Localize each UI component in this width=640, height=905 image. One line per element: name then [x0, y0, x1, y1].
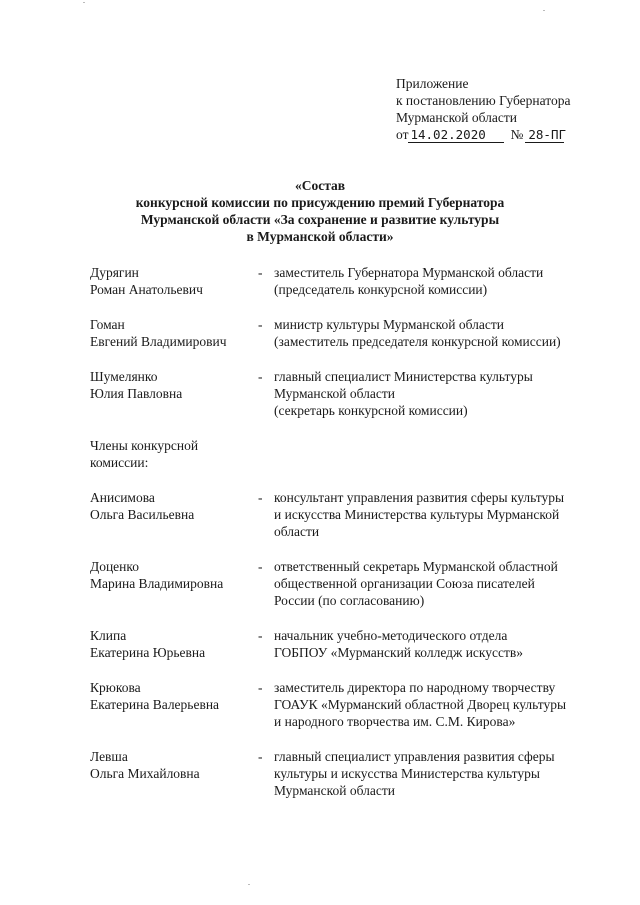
appendix-line-1: Приложение [396, 76, 469, 91]
separator-dash: - [258, 490, 263, 505]
role-line: России (по согласованию) [274, 593, 425, 608]
member-given-names: Ольга Михайловна [90, 766, 200, 781]
member-name [90, 316, 255, 350]
member-surname: Левша [90, 749, 128, 764]
separator-dash: - [258, 628, 263, 643]
member-role [274, 679, 614, 730]
member-name [90, 264, 255, 298]
role-line: области [274, 524, 320, 539]
member-given-names: Екатерина Валерьевна [90, 697, 220, 712]
role-line: главный специалист управления развития сферы [274, 749, 555, 764]
member-name [90, 489, 255, 523]
member-surname: Крюкова [90, 680, 141, 695]
role-line: (секретарь конкурсной комиссии) [274, 403, 468, 418]
title-line-4: в Мурманской области» [246, 229, 394, 244]
role-line: ГОБПОУ «Мурманский колледж искусств» [274, 645, 524, 660]
role-line: заместитель директора по народному творчеству [274, 680, 556, 695]
appendix-line-3: Мурманской области [396, 110, 517, 125]
role-line: Мурманской области [274, 783, 395, 798]
member-role [274, 316, 614, 350]
number-sign: № [510, 127, 524, 142]
members-heading-text [90, 437, 255, 471]
member-role [274, 264, 614, 298]
member-role [274, 368, 614, 419]
decree-date: 14.02.2020 [408, 127, 504, 143]
scan-speck [543, 10, 545, 11]
separator-dash: - [258, 680, 263, 695]
role-line: заместитель Губернатора Мурманской области [274, 265, 544, 280]
role-line: начальник учебно-методического отдела [274, 628, 508, 643]
member-given-names: Роман Анатольевич [90, 282, 203, 297]
member-name [90, 368, 255, 402]
role-line: и искусства Министерства культуры Мурманской [274, 507, 560, 522]
role-line: общественной организации Союза писателей [274, 576, 535, 591]
members-heading-line-2: комиссии: [90, 455, 149, 470]
role-line: ГОАУК «Мурманский областной Дворец культуры [274, 697, 567, 712]
title-line-1: «Состав [294, 178, 346, 193]
role-line: и народного творчества им. С.М. Кирова» [274, 714, 516, 729]
role-line: консультант управления развития сферы культуры [274, 490, 565, 505]
member-surname: Анисимова [90, 490, 155, 505]
member-name [90, 748, 255, 782]
document-title [0, 177, 640, 245]
member-surname: Доценко [90, 559, 140, 574]
member-surname: Дурягин [90, 265, 139, 280]
member-role [274, 489, 614, 540]
role-line: (председатель конкурсной комиссии) [274, 282, 488, 297]
member-surname: Клипа [90, 628, 127, 643]
member-given-names: Марина Владимировна [90, 576, 224, 591]
member-given-names: Екатерина Юрьевна [90, 645, 206, 660]
from-label: от [396, 127, 409, 142]
member-name [90, 679, 255, 713]
role-line: Мурманской области [274, 386, 395, 401]
title-line-2: конкурсной комиссии по присуждению премий Губернатора [135, 195, 505, 210]
member-role [274, 558, 614, 609]
member-surname: Гоман [90, 317, 125, 332]
scan-speck [83, 2, 85, 3]
separator-dash: - [258, 317, 263, 332]
appendix-date-number-row [396, 126, 570, 143]
decree-number: 28-ПГ [525, 127, 564, 143]
member-given-names: Евгений Владимирович [90, 334, 227, 349]
role-line: главный специалист Министерства культуры [274, 369, 533, 384]
member-name [90, 627, 255, 661]
member-role [274, 627, 614, 661]
appendix-block [396, 75, 570, 143]
member-role [274, 748, 614, 799]
separator-dash: - [258, 749, 263, 764]
member-given-names: Ольга Васильевна [90, 507, 195, 522]
role-line: культуры и искусства Министерства культуры [274, 766, 540, 781]
member-surname: Шумелянко [90, 369, 158, 384]
separator-dash: - [258, 265, 263, 280]
role-line: (заместитель председателя конкурсной комиссии) [274, 334, 561, 349]
separator-dash: - [258, 369, 263, 384]
scan-speck [248, 884, 250, 885]
member-given-names: Юлия Павловна [90, 386, 183, 401]
separator-dash: - [258, 559, 263, 574]
role-line: ответственный секретарь Мурманской областной [274, 559, 558, 574]
appendix-line-2: к постановлению Губернатора [396, 93, 571, 108]
member-name [90, 558, 255, 592]
role-line: министр культуры Мурманской области [274, 317, 504, 332]
members-heading-line-1: Члены конкурсной [90, 438, 199, 453]
title-line-3: Мурманской области «За сохранение и развитие культуры [140, 212, 500, 227]
